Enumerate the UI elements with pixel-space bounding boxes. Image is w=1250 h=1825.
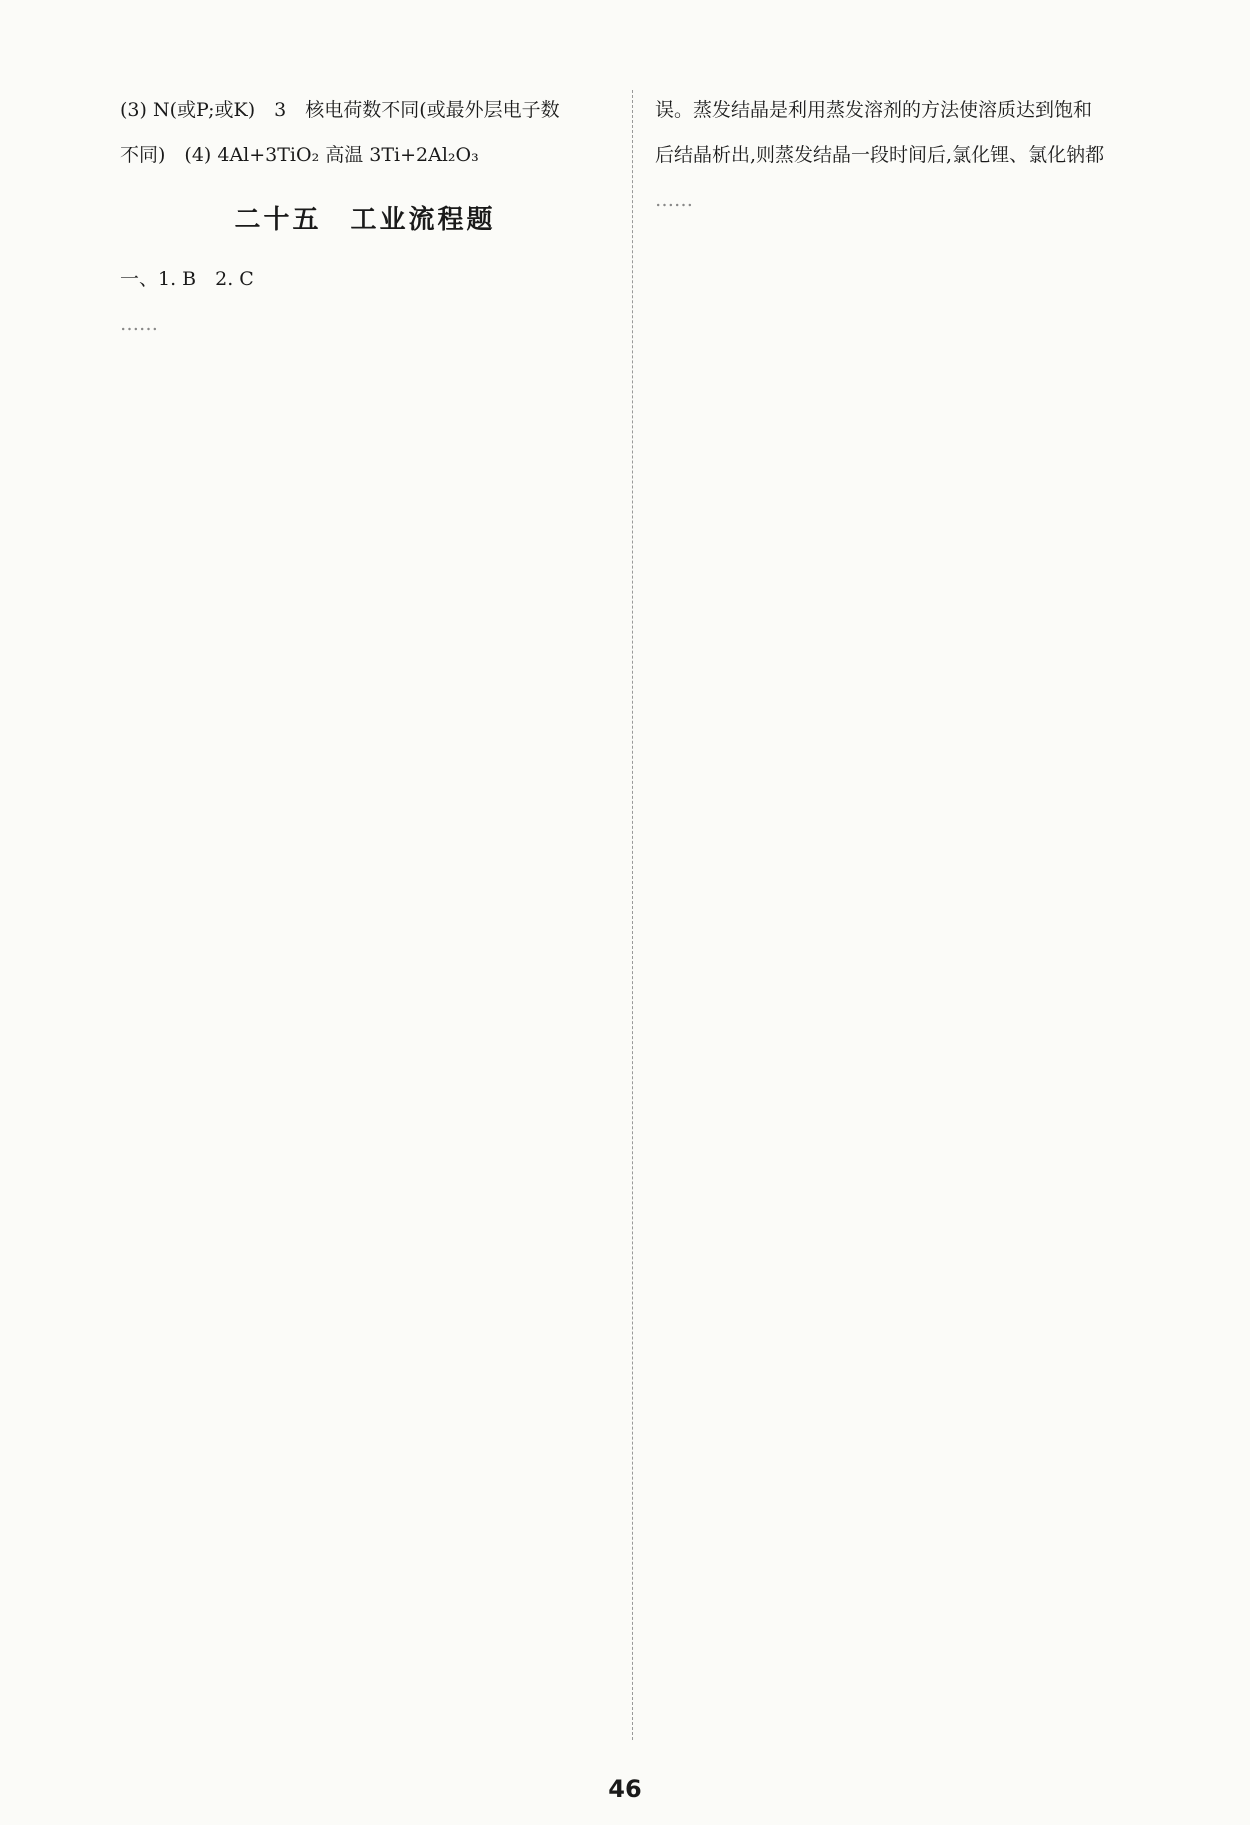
page-number: 46 — [608, 1775, 642, 1803]
left-opening-line-1: (3) N(或P;或K) 3 核电荷数不同(或最外层电子数 — [120, 99, 560, 121]
right-opening-line-1: 误。蒸发结晶是利用蒸发溶剂的方法使溶质达到饱和 — [655, 99, 1093, 121]
section-first-line: 一、1. B 2. C — [120, 268, 254, 290]
right-omitted-marker: …… — [655, 189, 693, 211]
right-opening-line-2: 后结晶析出,则蒸发结晶一段时间后,氯化锂、氯化钠都 — [655, 144, 1105, 166]
left-opening-line-2: 不同) (4) 4Al+3TiO₂ 高温 3Ti+2Al₂O₃ — [120, 144, 479, 166]
left-omitted-marker: …… — [120, 313, 158, 335]
right-column — [655, 88, 1145, 223]
section-title: 二十五 工业流程题 — [234, 205, 496, 235]
column-divider — [632, 90, 633, 1740]
left-column — [120, 88, 610, 347]
